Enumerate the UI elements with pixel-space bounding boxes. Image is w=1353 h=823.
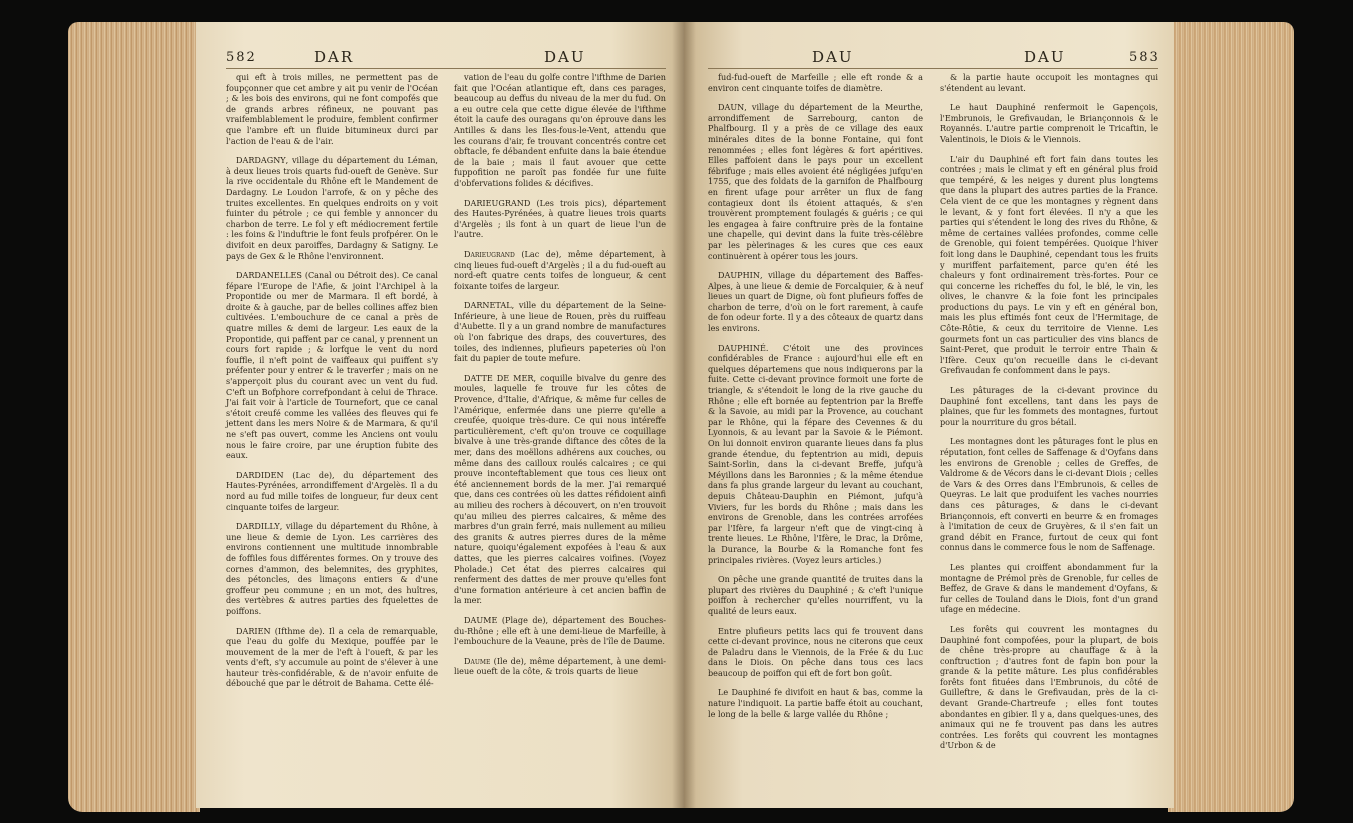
article-text: . C'étoit une des provinces confidérables de France : aujourd'hui elle eft en quelques départemens que nous indiquerons par la fuite. Cette ci-devant province formoit une forte de triangle, & s'étendoit le long de la rive gauche du Rhône ; elle eft bornée au feptentrion par la Breffe & la Savoie, au midi par la Provence, au couchant par le Rhône, qui la fépare des Cevennes & du Lyonnois, & au levant par la Savoie & le Piémont. On lui donnoit environ quarante lieues dans fa plus grande étendue, du feptentrion au midi, depuis Saint-Sorlin, dans la ci-devant Breffe, jufqu'à Méyillons dans les Baronnies ; & la même étendue dans fa plus grande largeur du levant au couchant, depuis Château-Dauphin en Piémont, jufqu'à Viviers, fur les bords du Rhône ; mais dans les environs de Grenoble, dans les contrées arrofées par l'Ifère, fa largeur n'eft que de vingt-cinq à trente lieues. Le Rhône, l'Ifère, le Drac, la Drôme, la Durance, la Bourbe & la Romanche font fes principales rivières. (Voyez leurs articles.): [708, 342, 923, 565]
article-headword: DARDIDEN: [236, 469, 284, 480]
article-paragraph: [226, 155, 438, 261]
article-headword: DARIEN: [236, 625, 271, 636]
article-text: (Ile de), même département, à une demi-lieue oueft de la côte, & trois quarts de lieue: [454, 655, 666, 677]
article-text: , village du département du Rhône, à une lieue & demie de Lyon. Les carrières des environs contiennent une multitude innombrable de foffiles fous différentes formes. On y trouve des cornes d'ammon, des belemnites, des gryphites, des pétoncles, des limaçons entiers & d'une groffeur peu commune ; en un mot, des huîtres, des vertèbres & autres parties des fquelettes de poiffons.: [226, 521, 438, 616]
article-text: , village du département du Léman, à deux lieues trois quarts fud-oueft de Genève. Sur la rive occidentale du Rhône eft le Mandement de Dardagny. Le Loudon l'arrofe, & on y pêche des truites excellentes. En quelques endroits on y voit fuinter du pétrole ; ce qui femble y annoncer du charbon de terre. Le fol y eft médiocrement fertile : les foins & l'induftrie le font feuls profpérer. On le divifoit en deux paroiffes, Dardagny & Satigny. Le pays de Gex & le Rhône l'environnent.: [226, 155, 438, 261]
article-headword: DARNETAL: [464, 300, 512, 311]
right-running-head-2: DAU: [1024, 48, 1066, 66]
article-headword: Daume: [464, 655, 491, 666]
article-paragraph: [454, 373, 666, 606]
left-running-head-2: DAU: [544, 48, 586, 66]
article-headword: DARIEUGRAND: [464, 197, 531, 208]
article-text: fud-fud-oueft de Marfeille ; elle eft ronde & a environ cent cinquante toifes de diamètre.: [708, 72, 923, 93]
article-text: , ville du département de la Seine-Inférieure, à une lieue de Rouen, près du ruiffeau d'Aubette. Il y a un grand nombre de manufactures où l'on fabrique des draps, des couvertures, des toiles, des indiennes, plufieurs papeteries où l'on fait du papier de toute mefure.: [454, 300, 666, 364]
article-paragraph: [940, 102, 1158, 144]
article-text: (Ifthme de). Il a cela de remarquable, que l'eau du golfe du Mexique, pouffée par le mouvement de la mer de l'eft à l'oueft, & par les vents d'eft, s'y accumule au point de s'élever à une hauteur très-confidérable, & de n'avoir enfuite de débouché que par le détroit de Bahama. Cette élé-: [226, 625, 438, 689]
article-paragraph: [226, 521, 438, 616]
article-text: & la partie haute occupoit les montagnes qui s'étendent au levant.: [940, 72, 1158, 93]
article-text: , village du département de la Meurthe, arrondiffement de Sarrebourg, canton de Phalfbourg. Il y a près de ce village des eaux minérales dites de la bonne Fontaine, qui font renommées ; elles font légères & fort apéritives. Elles paffoient dans le pays pour un excellent fébrifuge ; mais elles avoient été négligées jufqu'en 1755, que des foldats de la garnifon de Phalfbourg en firent ufage pour arrêter un flux de fang contagieux dont ils étoient attaqués, & s'en trouvèrent promptement foulagés & guéris ; ce qui les engagea à faire conftruire près de la fontaine une chapelle, qui devint dans la fuite très-célèbre par les pèlerinages & les cures que ces eaux continuèrent à opérer tous les jours.: [708, 102, 923, 261]
article-paragraph: [226, 270, 438, 461]
article-paragraph: [454, 656, 666, 677]
right-column-2: [940, 72, 1158, 760]
left-column-2: [454, 72, 666, 686]
book-page-edges-right: [1168, 22, 1294, 812]
article-paragraph: [454, 249, 666, 291]
right-header-rule: [708, 68, 1158, 69]
article-text: Les forêts qui couvrent les montagnes du Dauphiné font compofées, pour la plupart, de bois de chêne très-propre au chauffage & à la conftruction ; d'autres font de fapin bon pour la grande & la petite mâture. Les plus confidérables forêts font fituées dans l'Embrunois, du côté de Guilleftre, & dans le Grefivaudan, près de la ci-devant Grande-Chartreufe ; elles font toutes abondantes en gibier. Il y a, dans quelques-unes, des animaux qui ne fe trouvent pas dans les autres contrées. Les forêts qui couvrent les montagnes d'Urbon & de: [940, 623, 1158, 751]
article-paragraph: [226, 72, 438, 146]
left-header-rule: [226, 68, 666, 69]
article-text: (Canal ou Détroit des). Ce canal fépare l'Europe de l'Afie, & joint l'Archipel à la Propontide ou mer de Marmara. Il eft bordé, à droite & à gauche, par de belles collines affez bien cultivées. L'embouchure de ce canal a près de quatre milles & demi de largeur. Les eaux de la Propontide, qui paffent par ce canal, y prennent un cours fort rapide ; & lorfque le vent du nord fouffle, il n'eft point de vaiffeaux qui puiffent s'y préfenter pour y entrer & le traverfer ; mais on ne s'apperçoit plus du courant avec un vent du fud. C'eft un Bofphore correfpondant à celui de Thrace. J'ai fait voir à l'article de Tournefort, que ce canal s'étoit creufé comme les vallées des fleuves qui fe jettent dans les mers Noire & de Marmara, & qu'il ne s'eft pas ouvert, comme les Anciens ont voulu nous le faire croire, par une éruption fubite des eaux.: [226, 270, 438, 461]
left-running-head-1: DAR: [314, 48, 355, 66]
article-paragraph: [454, 72, 666, 189]
article-headword: DAUPHINÉ: [718, 342, 766, 353]
article-headword: DATTE DE MER: [464, 372, 534, 383]
article-text: L'air du Dauphiné eft fort fain dans toutes les contrées ; mais le climat y eft en général plus froid que tempéré, & les neiges y durent plus longtems que dans la plupart des autres parties de la France. Cela vient de ce que les montagnes y règnent dans le levant, & y font fort élevées. Il n'y a que les parties qui s'étendent le long des rives du Rhône, & même de certaines vallées profondes, comme celle de Grenoble, qui foient tempérées. Quoique l'hiver foit long dans le Dauphiné, cependant tous les fruits y muriffent parfaitement, parce qu'en été les chaleurs y font ordinairement très-fortes. Pour ce qui concerne les richeffes du fol, le blé, le vin, les olives, le chanvre & la foie font les principales productions du pays. Le vin y eft en général bon, mais les plus eftimés font ceux de l'Hermitage, de Côte-Rôtie, & ceux du territoire de Vienne. Les gourmets font un cas particulier des vins blancs de Saint-Peret, que produit le terroir entre Thain & l'Ifère. Ceux qu'on recueille dans le ci-devant Grefivaudan fe confomment dans le pays.: [940, 153, 1158, 376]
article-text: (Plage de), département des Bouches-du-Rhône ; elle eft à une demi-lieue de Marfeille, à l'embouchure de la Veaune, près de l'île de Daume.: [454, 614, 666, 647]
article-text: (Lac de), même département, à cinq lieues fud-oueft d'Argelès ; il a du fud-oueft au nord-eft quatre cents toifes de longueur, & cent foixante toifes de largeur.: [454, 248, 666, 291]
article-headword: DAUME: [464, 614, 498, 625]
article-paragraph: [708, 626, 923, 679]
article-headword: Darieugrand: [464, 248, 515, 259]
article-paragraph: [708, 574, 923, 616]
article-text: qui eft à trois milles, ne permettent pas de foupçonner que cet ambre y ait pu venir de l'Océan ; & les bois des environs, qui ne font compofés que de grands arbres réfineux, ne pouvant pas vraifemblablement le produire, femblent confirmer que l'ambre eft un fluide bitumineux durci par l'action de l'eau & de l'air.: [226, 72, 438, 146]
article-paragraph: [940, 72, 1158, 93]
right-page: [684, 22, 1174, 808]
left-page-number: 582: [226, 50, 257, 65]
article-text: Les plantes qui croiffent abondamment fur la montagne de Prémol près de Grenoble, fur celles de Beffez, de Grave & dans le mandement d'Oyfans, & fur celles de Touland dans le Diois, font d'un grand ufage en médecine.: [940, 561, 1158, 615]
article-text: vation de l'eau du golfe contre l'ifthme de Darien fait que l'Océan atlantique eft, dans ces parages, beaucoup au deffus du niveau de la mer du fud. On a eu outre cela que cette digue élevée de l'ifthme étoit la caufe des ouragans qu'on éprouve dans les Antilles & dans les Iles-fous-le-Vent, attendu que les courans d'air, fe trouvant concentrés contre cet obftacle, fe débandent enfuite dans la baie étendue de la baie ; mais il faut avouer que cette fuppofition ne paroît pas fondée fur une fuite d'obfervations folides & décifives.: [454, 72, 666, 188]
article-paragraph: [940, 154, 1158, 376]
right-column-1: [708, 72, 923, 728]
article-headword: DAUN: [718, 102, 745, 113]
article-text: (Les trois pics), département des Hautes-Pyrénées, à quatre lieues trois quarts d'Argelès ; ils font à un quart de lieue l'un de l'autre.: [454, 197, 666, 240]
article-text: , coquille bivalve du genre des moules, laquelle fe trouve fur les côtes de Provence, d'Italie, d'Afrique, & même fur celles de l'Amérique, enfermée dans une pierre qu'elle a creufée, quoique très-dure. Ce qui nous intéreffe particulièrement, c'eft qu'on trouve ce coquillage bivalve à une très-grande diftance des côtes de la mer, dans des moëllons adhérens aux couches, ou même dans des cailloux roulés calcaires ; ce qui prouve inconteftablement que tous ces lieux ont été anciennement bords de la mer. J'ai remarqué que, dans ces contrées où les dattes réfidoient ainfi au milieu des rochers à découvert, on n'en trouvoit qu'au milieu des pierres calcaires, & même des marbres d'un grain ferré, mais nullement au milieu des granits & autres pierres dures de la même nature, quoiqu'également expofées à l'eau & aux dattes, que les pierres calcaires voifines. (Voyez Pholade.) Cet état des pierres calcaires qui renferment des dattes de mer prouve qu'elles font d'une formation antérieure à cet ancien baffin de la mer.: [454, 372, 666, 606]
article-headword: DARDANELLES: [236, 270, 302, 281]
article-paragraph: [454, 615, 666, 647]
article-paragraph: [708, 270, 923, 334]
article-headword: DARDAGNY: [236, 155, 286, 166]
left-column-1: [226, 72, 438, 698]
article-paragraph: [940, 562, 1158, 615]
article-paragraph: [226, 626, 438, 690]
article-text: Les montagnes dont les pâturages font le plus en réputation, font celles de Saffenage & d'Oyfans dans les environs de Grenoble ; celles de Greffes, de Valdrome & de Vécors dans le ci-devant Diois ; celles de Vars & des Orres dans l'Embrunois, & celles de Queyras. Le lait que produifent les vaches nourries dans ces pâturages, & dans le ci-devant Briançonnois, eft converti en beurre & en fromages à l'imitation de ceux de Gruyères, & il s'en fait un grand débit en France, furtout de ceux qui font connus dans le commerce fous le nom de Saffenage.: [940, 436, 1158, 553]
article-paragraph: [940, 436, 1158, 553]
article-headword: DAUPHIN: [718, 270, 760, 281]
book-page-edges-left: [68, 22, 200, 812]
article-paragraph: [708, 687, 923, 719]
article-paragraph: [454, 198, 666, 240]
article-paragraph: [708, 343, 923, 565]
article-text: Le Dauphiné fe divifoit en haut & bas, comme la nature l'indiquoit. La partie baffe étoit au couchant, le long de la belle & large vallée du Rhône ;: [708, 687, 923, 719]
article-paragraph: [226, 470, 438, 512]
article-headword: DARDILLY: [236, 521, 280, 532]
article-paragraph: [940, 385, 1158, 427]
article-text: Entre plufieurs petits lacs qui fe trouvent dans cette ci-devant province, nous ne citerons que ceux de Paladru dans le Viennois, de la Frée & du Luc dans le Diois. On pêche dans tous ces lacs beaucoup de poiffon qui eft de fort bon goût.: [708, 625, 923, 678]
right-page-number: 583: [1129, 50, 1160, 65]
article-paragraph: [940, 624, 1158, 751]
article-paragraph: [454, 300, 666, 364]
article-paragraph: [708, 102, 923, 261]
right-running-head-1: DAU: [812, 48, 854, 66]
left-page: [196, 22, 684, 808]
article-text: , village du département des Baffes-Alpes, à une lieue & demie de Forcalquier, & à neuf lieues un quart de Digne, où font plufieurs foffes de charbon de terre, d'où on le fort rarement, à caufe de fon odeur forte. Il y a des côteaux de quartz dans les environs.: [708, 270, 923, 334]
article-text: Les pâturages de la ci-devant province du Dauphiné font excellens, tant dans les pays de plaines, que fur les fommets des montagnes, furtout pour la nourriture du gros bétail.: [940, 385, 1158, 427]
article-text: Le haut Dauphiné renfermoit le Gapençois, l'Embrunois, le Grefivaudan, le Briançonnois & le Royannés. L'autre partie comprenoit le Tricaftin, le Valentinois, le Diois & le Viennois.: [940, 102, 1158, 144]
article-text: (Lac de), du département des Hautes-Pyrénées, arrondiffement d'Argelès. Il a du nord au fud mille toifes de longueur, fur deux cent cinquante toifes de largeur.: [226, 469, 438, 512]
article-text: On pêche une grande quantité de truites dans la plupart des rivières du Dauphiné ; & c'eft l'unique poiffon à rechercher qu'elles nourriffent, vu la qualité de leurs eaux.: [708, 574, 923, 616]
book-gutter: [672, 22, 696, 808]
article-paragraph: [708, 72, 923, 93]
